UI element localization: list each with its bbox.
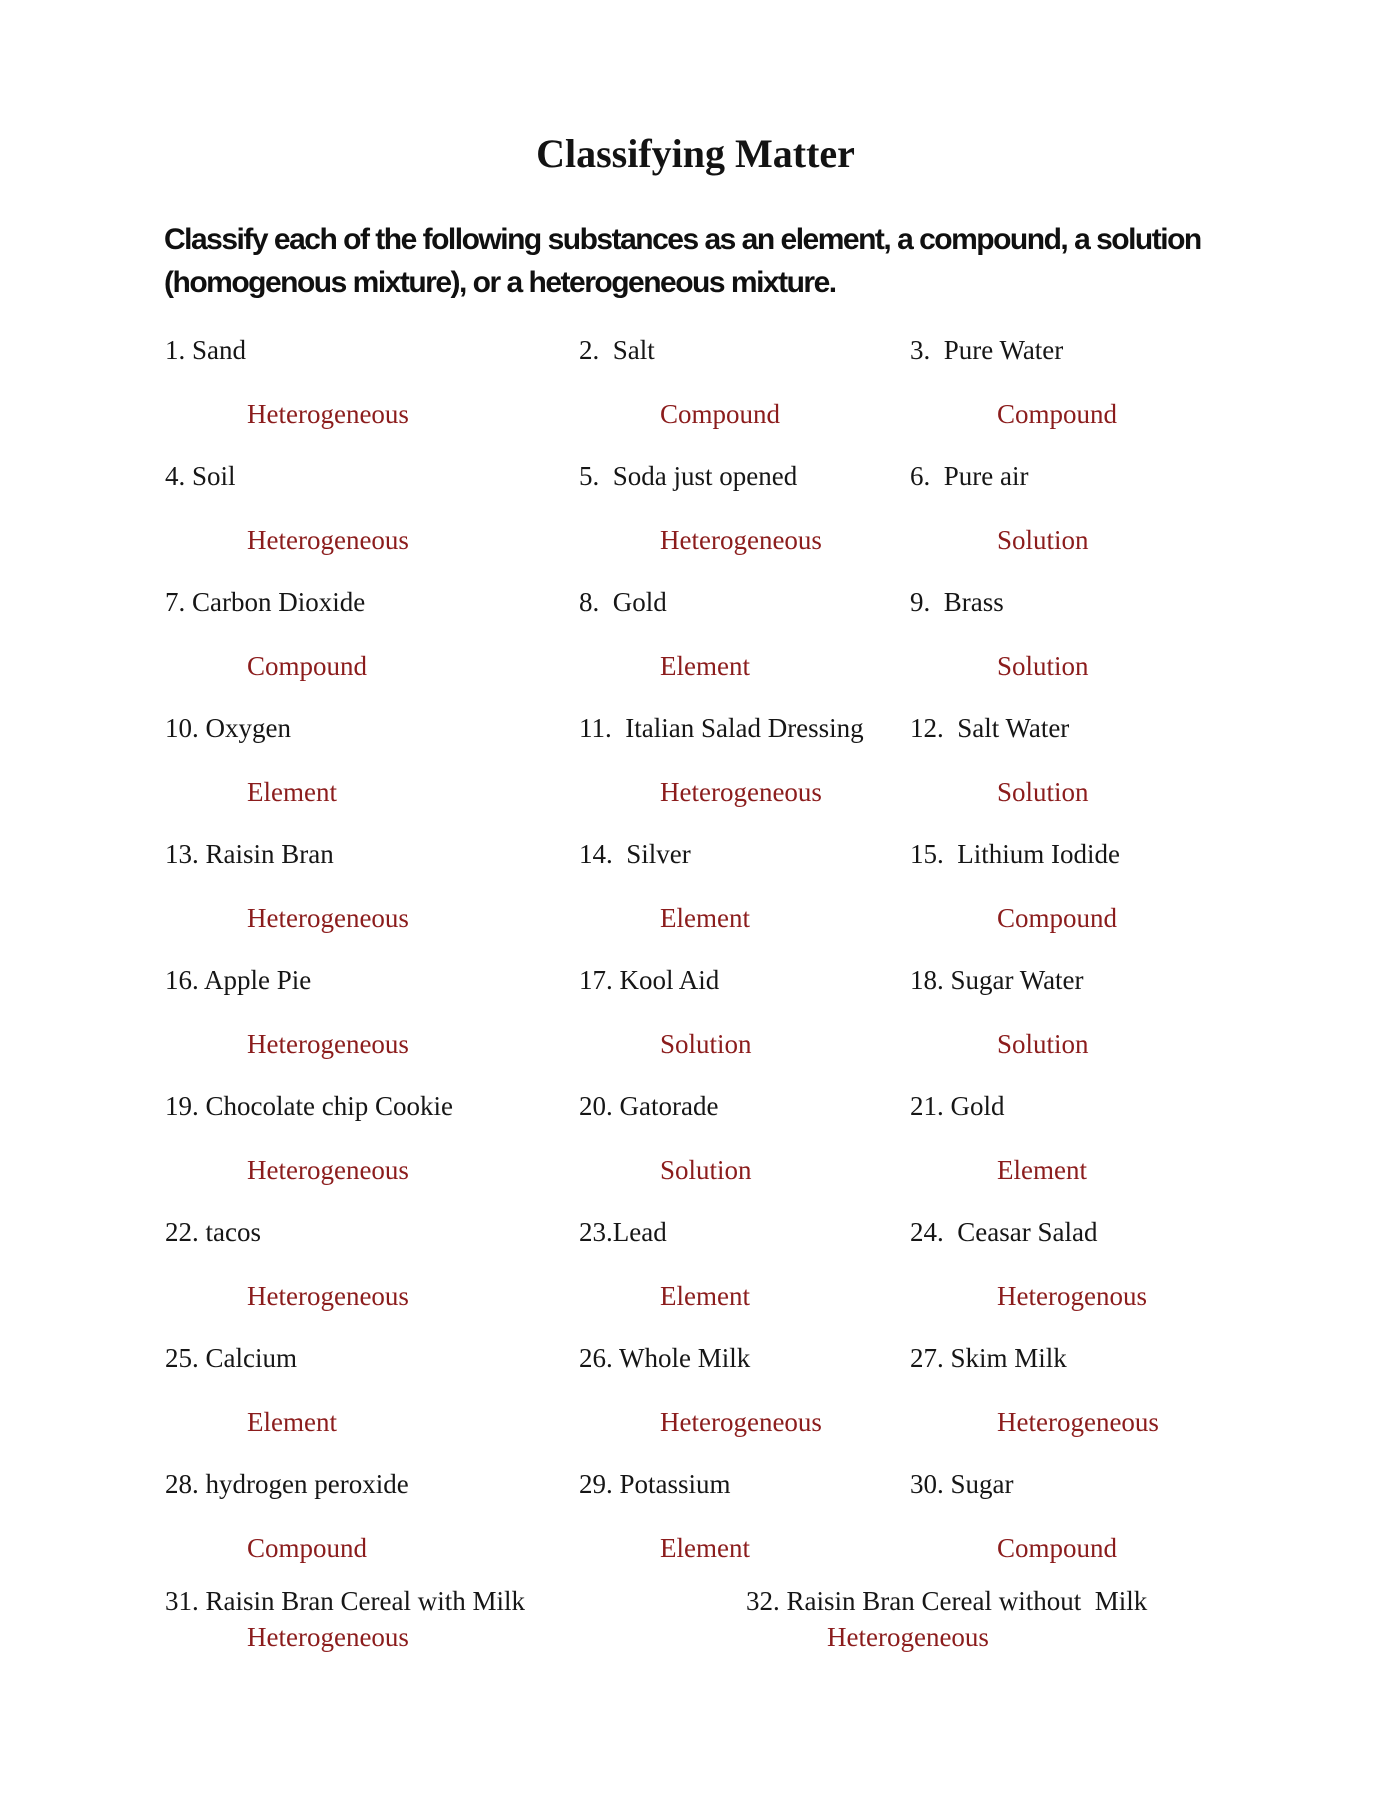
question-answer: Solution <box>997 777 1089 807</box>
instructions-line-1: Classify each of the following substances as an element, a compound, a solution <box>164 223 1201 256</box>
question-item: 20. Gatorade <box>579 1091 719 1121</box>
question-answer: Heterogeneous <box>660 777 822 807</box>
question-answer: Compound <box>997 903 1118 933</box>
question-answer: Solution <box>660 1155 752 1185</box>
question-answer: Heterogeneous <box>997 1407 1159 1437</box>
question-answer: Heterogeneous <box>247 1029 409 1059</box>
question-answer: Element <box>660 1281 750 1311</box>
question-answer: Compound <box>997 1533 1118 1563</box>
question-item: 26. Whole Milk <box>579 1343 751 1373</box>
question-item: 8. Gold <box>579 587 667 617</box>
question-answer: Solution <box>660 1029 752 1059</box>
question-answer: Compound <box>247 1533 368 1563</box>
question-answer: Compound <box>247 651 368 681</box>
question-item: 6. Pure air <box>910 461 1029 491</box>
question-answer: Heterogeneous <box>247 525 409 555</box>
instructions-line-2: (homogenous mixture), or a heterogeneous mixture. <box>164 266 836 299</box>
question-item: 12. Salt Water <box>910 713 1070 743</box>
question-item: 14. Silver <box>579 839 691 869</box>
question-item: 11. Italian Salad Dressing <box>579 713 864 743</box>
question-answer: Heterogenous <box>997 1281 1147 1311</box>
question-answer: Heterogeneous <box>247 1281 409 1311</box>
question-item: 10. Oxygen <box>165 713 291 743</box>
question-answer: Heterogeneous <box>247 1155 409 1185</box>
question-answer: Heterogeneous <box>247 903 409 933</box>
question-answer: Heterogeneous <box>247 399 409 429</box>
question-item: 21. Gold <box>910 1091 1005 1121</box>
question-answer: Element <box>660 651 750 681</box>
page-title: Classifying Matter <box>536 131 855 176</box>
question-answer: Solution <box>997 651 1089 681</box>
question-item: 13. Raisin Bran <box>165 839 334 869</box>
question-answer: Element <box>247 1407 337 1437</box>
question-item: 7. Carbon Dioxide <box>165 587 366 617</box>
question-item: 22. tacos <box>165 1217 261 1247</box>
question-answer: Solution <box>997 1029 1089 1059</box>
question-item: 23.Lead <box>579 1217 667 1247</box>
question-answer: Compound <box>660 399 781 429</box>
question-answer: Solution <box>997 525 1089 555</box>
question-item: 4. Soil <box>165 461 236 491</box>
question-item: 24. Ceasar Salad <box>910 1217 1098 1247</box>
question-item: 28. hydrogen peroxide <box>165 1469 409 1499</box>
question-answer: Heterogeneous <box>660 525 822 555</box>
question-item: 2. Salt <box>579 335 655 365</box>
question-answer: Heterogeneous <box>660 1407 822 1437</box>
question-item: 1. Sand <box>165 335 246 365</box>
question-item: 32. Raisin Bran Cereal without Milk <box>746 1586 1148 1616</box>
question-item: 27. Skim Milk <box>910 1343 1067 1373</box>
question-item: 16. Apple Pie <box>165 965 312 995</box>
question-item: 29. Potassium <box>579 1469 731 1499</box>
question-item: 19. Chocolate chip Cookie <box>165 1091 453 1121</box>
question-answer: Heterogeneous <box>827 1622 989 1652</box>
question-item: 30. Sugar <box>910 1469 1014 1499</box>
question-answer: Element <box>997 1155 1087 1185</box>
question-answer: Compound <box>997 399 1118 429</box>
question-item: 18. Sugar Water <box>910 965 1084 995</box>
question-item: 17. Kool Aid <box>579 965 720 995</box>
question-item: 9. Brass <box>910 587 1004 617</box>
question-answer: Heterogeneous <box>247 1622 409 1652</box>
question-answer: Element <box>247 777 337 807</box>
question-item: 5. Soda just opened <box>579 461 798 491</box>
question-item: 15. Lithium Iodide <box>910 839 1120 869</box>
question-item: 25. Calcium <box>165 1343 297 1373</box>
question-answer: Element <box>660 903 750 933</box>
question-item: 3. Pure Water <box>910 335 1064 365</box>
question-answer: Element <box>660 1533 750 1563</box>
question-item: 31. Raisin Bran Cereal with Milk <box>165 1586 525 1616</box>
